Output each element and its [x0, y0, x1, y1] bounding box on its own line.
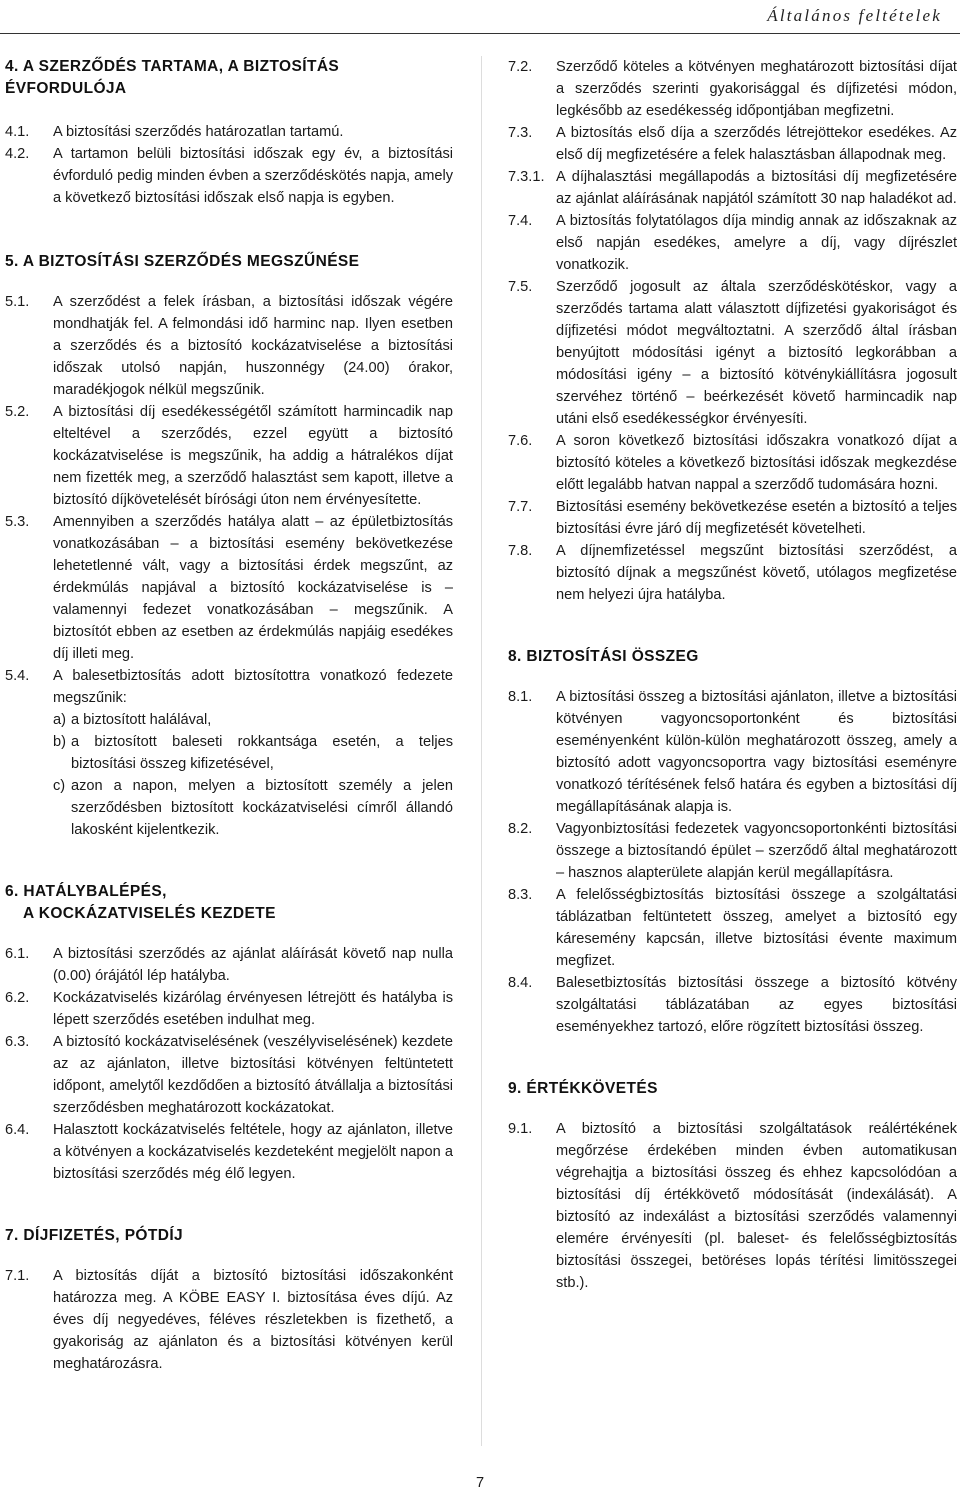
clause-text: A biztosító kockázatviselésének (veszélyviselésének) kezdete az az ajánlaton, illetve biztosítási kötvényen feltüntetett időpont, amelytől kezdődően a biztosító átvállalja a biztosítási szerződésben meghatározott kockázatokat.: [53, 1034, 453, 1116]
clause-5-4: [5, 665, 453, 709]
header-rule: [0, 33, 960, 34]
page-header: [0, 0, 960, 34]
clause-6-2: [5, 987, 453, 1031]
clause-number: 8.4.: [508, 975, 533, 991]
clause-8-3: [508, 884, 957, 972]
clause-5-2: [5, 401, 453, 511]
header-title: Általános feltételek: [767, 6, 942, 25]
clause-9-1: [508, 1118, 957, 1294]
clause-text: A biztosítás díját a biztosító biztosítási időszakonként határozza meg. A KÖBE EASY I. biztosítása éves díjú. Az éves díj negyedéves, féléves részletekben is fizethető, a gyakoriság az ajánlaton és a biztosítási kötvényen kerül meghatározásra.: [53, 1268, 453, 1372]
clause-7-8: [508, 540, 957, 606]
clause-number: 4.2.: [5, 146, 30, 162]
clause-number: 6.1.: [5, 946, 30, 962]
clause-text: A biztosítási szerződés határozatlan tartamú.: [53, 124, 344, 140]
clause-5-4-list: [5, 709, 453, 841]
section-8-heading: 8. BIZTOSÍTÁSI ÖSSZEG: [508, 648, 699, 665]
clause-6-1: [5, 943, 453, 987]
clause-number: 7.8.: [508, 543, 533, 559]
clause-text: Biztosítási esemény bekövetkezése esetén a biztosító a teljes biztosítási évre járó díj megfizetését követelheti.: [556, 499, 957, 537]
list-item: [53, 731, 453, 775]
list-label: b): [53, 734, 66, 750]
section-9-heading: 9. ÉRTÉKKÖVETÉS: [508, 1080, 658, 1097]
clause-number: 5.4.: [5, 668, 30, 684]
clause-text: Halasztott kockázatviselés feltétele, hogy az ajánlaton, illetve a kötvényen a kockázatviselés kezdeteként megjelölt napon a biztosítási szerződés még élő legyen.: [53, 1122, 453, 1182]
list-label: c): [53, 778, 66, 794]
section-4-heading: 4. A SZERZŐDÉS TARTAMA, A BIZTOSÍTÁS ÉVFORDULÓJA: [5, 58, 340, 97]
clause-7-5: [508, 276, 957, 430]
clause-number: 7.7.: [508, 499, 533, 515]
clause-number: 7.3.: [508, 125, 533, 141]
clause-text: A balesetbiztosítás adott biztosítottra vonatkozó fedezete megszűnik:: [53, 668, 453, 706]
left-column: [5, 56, 453, 1375]
clause-number: 7.6.: [508, 433, 533, 449]
clause-8-2: [508, 818, 957, 884]
page-number: 7: [475, 1475, 485, 1491]
clause-number: 9.1.: [508, 1121, 533, 1137]
clause-7-2: [508, 56, 957, 122]
clause-text: Vagyonbiztosítási fedezetek vagyoncsoportonkénti biztosítási összege a biztosítandó épület – szerződő által meghatározott – hasznos alapterülete alapján kerül megállapításra.: [556, 821, 957, 881]
clause-7-6: [508, 430, 957, 496]
clause-4-2: [5, 143, 453, 209]
section-6-heading-line-1: 6. HATÁLYBALÉPÉS,: [5, 883, 167, 900]
clause-text: A biztosítási összeg a biztosítási ajánlaton, illetve a biztosítási kötvényen vagyoncsoportonként és biztosítási eseményenként külön-külön meghatározott összeg, amely a biztosító adott vagyoncsoportra vagy biztosítási eseményre vonatkozó térítésének felső határa és egyben a biztosítási díj megállapításának alapja is.: [556, 689, 957, 815]
clause-number: 4.1.: [5, 124, 30, 140]
clause-number: 7.4.: [508, 213, 533, 229]
clause-number: 7.5.: [508, 279, 533, 295]
clause-text: Kockázatviselés kizárólag érvényesen létrejött és hatályba is lépett szerződés esetében indulhat meg.: [53, 990, 453, 1028]
clause-text: A biztosító a biztosítási szolgáltatások reálértékének megőrzése érdekében minden évben automatikusan végrehajtja a biztosítási összeg és ehhez kapcsolódóan a biztosítási díj értékkövető módosítását (indexálását). A biztosító az indexálást a biztosítási szerződés valamennyi elemére érvényesíti (pl. baleset- és felelősségbiztosítás biztosítási összegei, betöréses lopás térítési limitösszegei stb.).: [556, 1121, 957, 1291]
clause-number: 5.2.: [5, 404, 30, 420]
clause-text: A soron következő biztosítási időszakra vonatkozó díjat a biztosító köteles a következő biztosítási időszak megkezdése előtt legalább hatvan nappal a szerződő tudomására hozni.: [556, 433, 957, 493]
clause-text: A biztosítás folytatólagos díja mindig annak az időszaknak az első napján esedékes, amelyre a díj, vagy díjrészlet vonatkozik.: [556, 213, 957, 273]
clause-number: 8.2.: [508, 821, 533, 837]
clause-number: 5.1.: [5, 294, 30, 310]
clause-text: Szerződő köteles a kötvényen meghatározott biztosítási díjat a szerződés szerinti gyakorisággal és díjfizetési módon, legkésőbb az esedékesség időpontjában megfizetni.: [556, 59, 957, 119]
clause-4-1: [5, 121, 453, 143]
clause-6-3: [5, 1031, 453, 1119]
clause-text: A biztosítás első díja a szerződés létrejöttekor esedékes. Az első díj megfizetésére a felek halasztásban állapodnak meg.: [556, 125, 957, 163]
clause-text: A felelősségbiztosítás biztosítási összege a szolgáltatási táblázatban feltüntetett összeg, amelyet a biztosító egy káresemény kapcsán, illetve biztosítási évente maximum megfizet.: [556, 887, 957, 969]
clause-text: A biztosítási szerződés az ajánlat aláírását követő nap nulla (0.00) órájától lép hatályba.: [53, 946, 453, 984]
section-6-heading-line-2: A KOCKÁZATVISELÉS KEZDETE: [23, 905, 276, 922]
list-item: [53, 709, 453, 731]
right-column: [508, 56, 957, 1294]
clause-5-1: [5, 291, 453, 401]
clause-8-1: [508, 686, 957, 818]
clause-7-1: [5, 1265, 453, 1375]
clause-number: 7.3.1.: [508, 169, 545, 185]
clause-text: A díjhalasztási megállapodás a biztosítási díj megfizetésére az ajánlat aláírásának napjától számított 30 nap haladékot ad.: [556, 169, 957, 207]
clause-number: 5.3.: [5, 514, 30, 530]
clause-number: 8.3.: [508, 887, 533, 903]
clause-text: A tartamon belüli biztosítási időszak egy év, a biztosítási évforduló pedig minden évben a szerződéskötés napja, amely a következő biztosítási időszak első napja is egyben.: [53, 146, 453, 206]
clause-text: Balesetbiztosítás biztosítási összege a biztosító kötvény szolgáltatási táblázatában az egyes biztosítási eseményekhez tartozó, előre rögzített biztosítási összeg.: [556, 975, 957, 1035]
clause-8-4: [508, 972, 957, 1038]
clause-number: 8.1.: [508, 689, 533, 705]
clause-7-7: [508, 496, 957, 540]
clause-7-3-1: [508, 166, 957, 210]
list-text: a biztosított baleseti rokkantsága esetén, a teljes biztosítási összeg kifizetésével,: [71, 734, 453, 772]
column-gutter: [481, 56, 482, 1446]
clause-text: A biztosítási díj esedékességétől számított harmincadik nap elteltével a szerződés, ezzel együtt a biztosító kockázatviselése is megszűnik, ha addig a hátralékos díjat nem fizették meg, a szerződő halasztást sem kapott, illetve a biztosító díjkövetelését bírósági úton nem érvényesítette.: [53, 404, 453, 508]
list-text: a biztosított halálával,: [71, 712, 212, 728]
list-item: [53, 775, 453, 841]
clause-number: 6.4.: [5, 1122, 30, 1138]
clause-number: 7.2.: [508, 59, 533, 75]
section-5-heading: 5. A BIZTOSÍTÁSI SZERZŐDÉS MEGSZŰNÉSE: [5, 253, 360, 270]
clause-6-4: [5, 1119, 453, 1185]
clause-7-3: [508, 122, 957, 166]
list-text: azon a napon, melyen a biztosított személy a jelen szerződésben biztosított kockázatviselési címről állandó lakosként kijelentkezik.: [71, 778, 453, 838]
clause-number: 6.2.: [5, 990, 30, 1006]
clause-number: 6.3.: [5, 1034, 30, 1050]
clause-text: Szerződő jogosult az általa szerződéskötéskor, vagy a szerződés tartama alatt választott díjfizetési gyakoriságot és díjfizetési módot megváltoztatni. A szerződő által írásban benyújtott módosítási igényt a biztosító legkorábban a módosítási igény – a biztosító kötvénykiállításra jogosult szervéhez történő – beérkezését követő harmincadik nap utáni első esedékességkor érvényesíti.: [556, 279, 957, 427]
clause-5-3: [5, 511, 453, 665]
section-7-heading: 7. DÍJFIZETÉS, PÓTDÍJ: [5, 1227, 184, 1244]
clause-text: A díjnemfizetéssel megszűnt biztosítási szerződést, a biztosító díjnak a megszűnést követő, utólagos megfizetése nem helyezi újra hatályba.: [556, 543, 957, 603]
clause-7-4: [508, 210, 957, 276]
clause-text: A szerződést a felek írásban, a biztosítási időszak végére mondhatják fel. A felmondási idő harminc nap. Ilyen esetben a szerződés és a biztosító kockázatviselése a biztosítási időszak utolsó napján, huszonnégy (24.00) órakor, maradékjogok nélkül megszűnik.: [53, 294, 453, 398]
clause-number: 7.1.: [5, 1268, 30, 1284]
list-label: a): [53, 712, 66, 728]
clause-text: Amennyiben a szerződés hatálya alatt – az épületbiztosítás vonatkozásában – a biztosítási esemény bekövetkezése lehetetlenné vált, vagy a biztosítási érdek megszűnt, az érdekmúlás napjával a biztosító kockázatviselése is – valamennyi fedezet vonatkozásában – megszűnik. A biztosítót ebben az esetben az érdekmúlás napjáig esedékes díj illeti meg.: [53, 514, 453, 662]
